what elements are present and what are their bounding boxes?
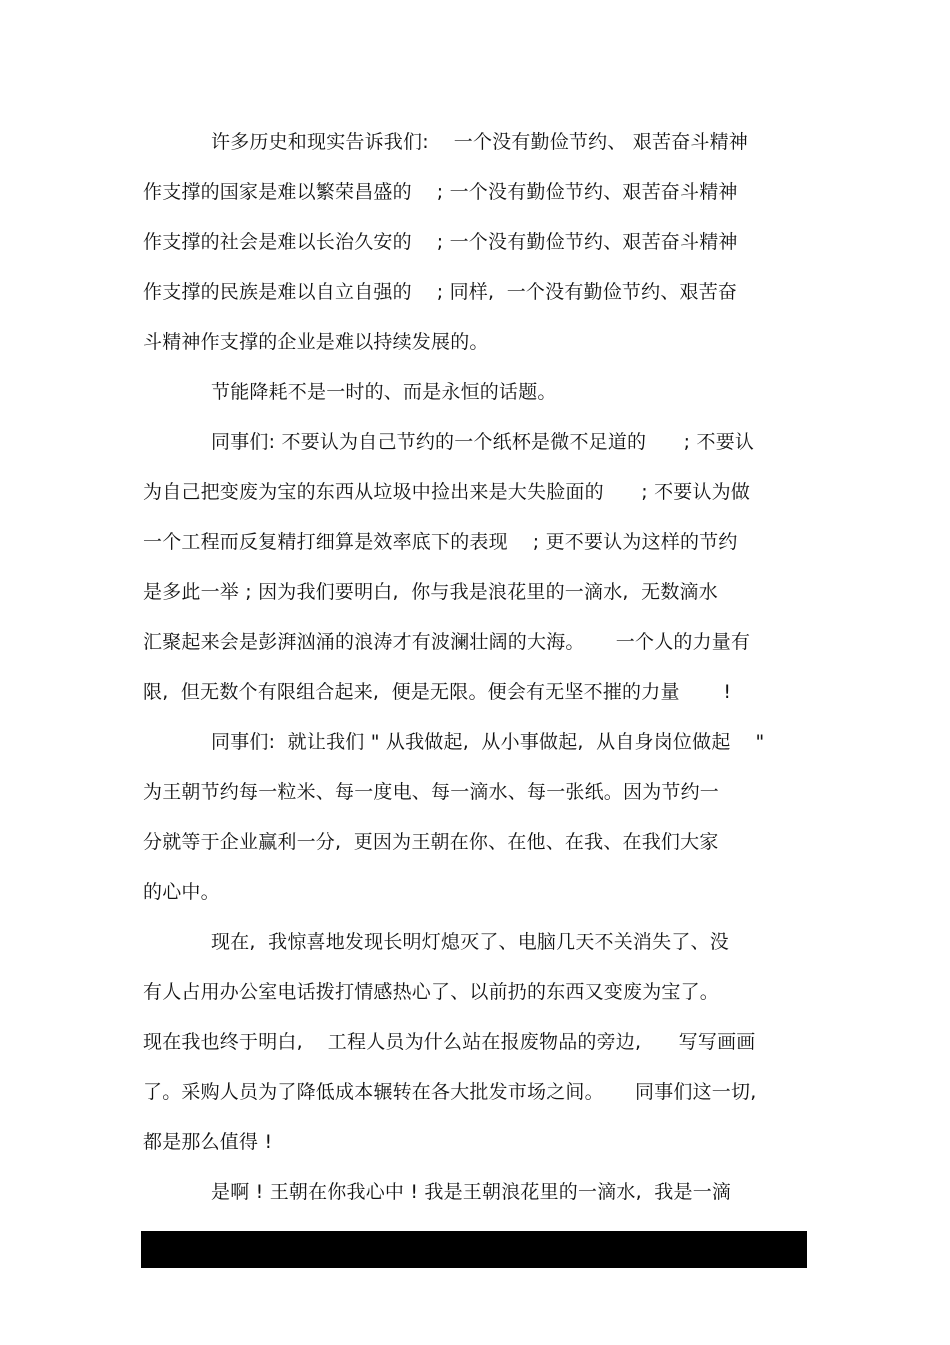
text-line: 限, 但无数个有限组合起来, 便是无限。便会有无坚不摧的力量 ! — [143, 681, 732, 703]
text-line: 节能降耗不是一时的、而是永恒的话题。 — [211, 381, 557, 403]
text-line: 是啊 ! 王朝在你我心中 ! 我是王朝浪花里的一滴水, 我是一滴 — [211, 1181, 732, 1203]
footer-bar — [141, 1231, 807, 1268]
text-line: 是多此一举 ; 因为我们要明白, 你与我是浪花里的一滴水, 无数滴水 — [143, 581, 718, 603]
text-line: 作支撑的民族是难以自立自强的 ; 同样, 一个没有勤俭节约、艰苦奋 — [143, 281, 738, 303]
text-line: 同事们: 不要认为自己节约的一个纸杯是微不足道的 ; 不要认 — [211, 431, 755, 453]
text-line: 汇聚起来会是彭湃汹涌的浪涛才有波澜壮阔的大海。 一个人的力量有 — [143, 631, 751, 653]
text-line: 现在, 我惊喜地发现长明灯熄灭了、电脑几天不关消失了、没 — [211, 931, 729, 953]
text-line: 了。采购人员为了降低成本辗转在各大批发市场之间。 同事们这一切, — [143, 1081, 757, 1103]
text-line: 为自己把变废为宝的东西从垃圾中捡出来是大失脸面的 ; 不要认为做 — [143, 481, 751, 503]
text-line: 现在我也终于明白, 工程人员为什么站在报废物品的旁边, 写写画画 — [143, 1031, 756, 1053]
text-line: 有人占用办公室电话拨打情感热心了、以前扔的东西又变废为宝了。 — [143, 981, 720, 1003]
text-line: 分就等于企业赢利一分, 更因为王朝在你、在他、在我、在我们大家 — [143, 831, 719, 853]
text-line: 为王朝节约每一粒米、每一度电、每一滴水、每一张纸。因为节约一 — [143, 781, 720, 803]
text-line: 斗精神作支撑的企业是难以持续发展的。 — [143, 331, 489, 353]
text-line: 作支撑的国家是难以繁荣昌盛的 ; 一个没有勤俭节约、艰苦奋斗精神 — [143, 181, 738, 203]
text-line: 作支撑的社会是难以长治久安的 ; 一个没有勤俭节约、艰苦奋斗精神 — [143, 231, 738, 253]
text-line: 的心中。 — [143, 881, 220, 903]
text-line: 同事们: 就让我们 " 从我做起, 从小事做起, 从自身岗位做起 " — [211, 731, 765, 753]
text-line: 一个工程而反复精打细算是效率底下的表现 ; 更不要认为这样的节约 — [143, 531, 738, 553]
text-line: 都是那么值得 ! — [143, 1131, 273, 1153]
text-line: 许多历史和现实告诉我们: 一个没有勤俭节约、 艰苦奋斗精神 — [211, 131, 749, 153]
